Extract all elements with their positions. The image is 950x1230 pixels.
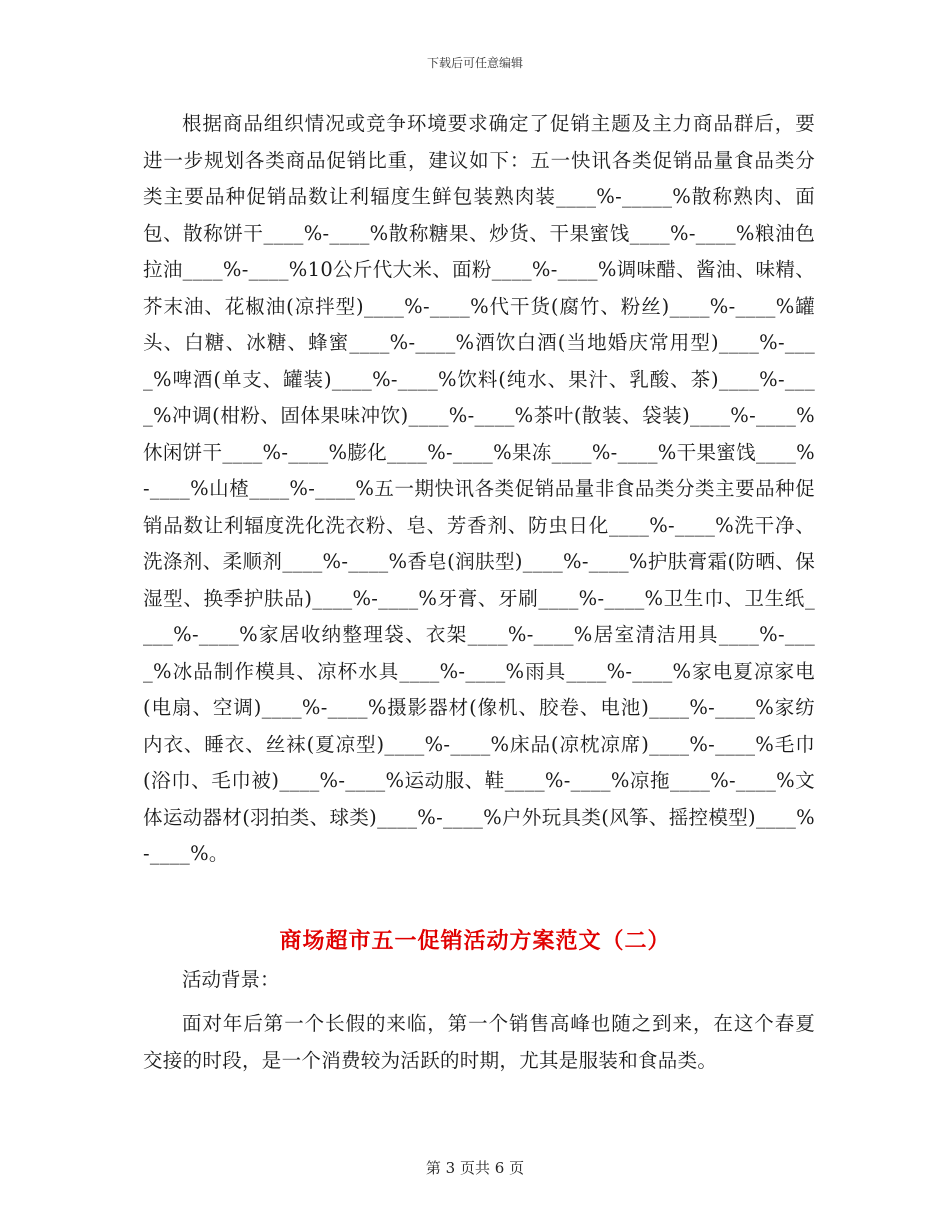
page-footer: 第 3 页共 6 页 — [425, 1159, 525, 1177]
body-paragraph-background: 面对年后第一个长假的来临，第一个销售高峰也随之到来，在这个春夏交接的时段，是一个消费较为活跃的时期，尤其是服装和食品类。 — [143, 1012, 815, 1072]
activity-background-label: 活动背景： — [182, 968, 280, 991]
page-header: 下载后可任意编辑 — [426, 56, 523, 70]
section-title: 商场超市五一促销活动方案范文（二） — [279, 928, 671, 954]
body-paragraph-promotion-ratios: 根据商品组织情况或竞争环境要求确定了促销主题及主力商品群后，要进一步规划各类商品促销比重，建议如下：五一快讯各类促销品量食品类分类主要品种促销品数让利辐度生鲜包装熟肉装____%-_____%散称熟肉、面包、散称饼干____%-____%散称糖果、炒货、干果蜜饯____%-____%粮油色拉油____%-____%10公斤代大米、面粉____%-____%调味醋、酱油、味精、芥末油、花椒油(凉拌型)____%-____%代干货(腐竹、粉丝)____%-____%罐头、白糖、冰糖、蜂蜜____%-____%酒饮白酒(当地婚庆常用型)____%-____%啤酒(单支、罐装)____%-____%饮料(纯水、果汁、乳酸、茶)____%-____%冲调(柑粉、固体果味冲饮)____%-____%茶叶(散装、袋装)____%-____%休闲饼干____%-____%膨化____%-____%果冻____%-____%干果蜜饯____%-____%山楂____%-____%五一期快讯各类促销品量非食品类分类主要品种促销品数让利辐度洗化洗衣粉、皂、芳香剂、防虫日化____%-____%洗干净、洗涤剂、柔顺剂____%-____%香皂(润肤型)____%-____%护肤膏霜(防晒、保湿型、换季护肤品)____%-____%牙膏、牙刷____%-____%卫生巾、卫生纸____%-____%家居收纳整理袋、衣架____%-____%居室清洁用具____%-____%冰品制作模具、凉杯水具____%-____%雨具____%-____%家电夏凉家电(电扇、空调)____%-____%摄影器材(像机、胶卷、电池)____%-____%家纺内衣、睡衣、丝袜(夏凉型)____%-____%床品(凉枕凉席)____%-____%毛巾(浴巾、毛巾被)____%-____%运动服、鞋____%-____%凉拖____%-____%文体运动器材(羽拍类、球类)____%-____%户外玩具类(风筝、摇控模型)____%-____%。 — [143, 112, 815, 865]
